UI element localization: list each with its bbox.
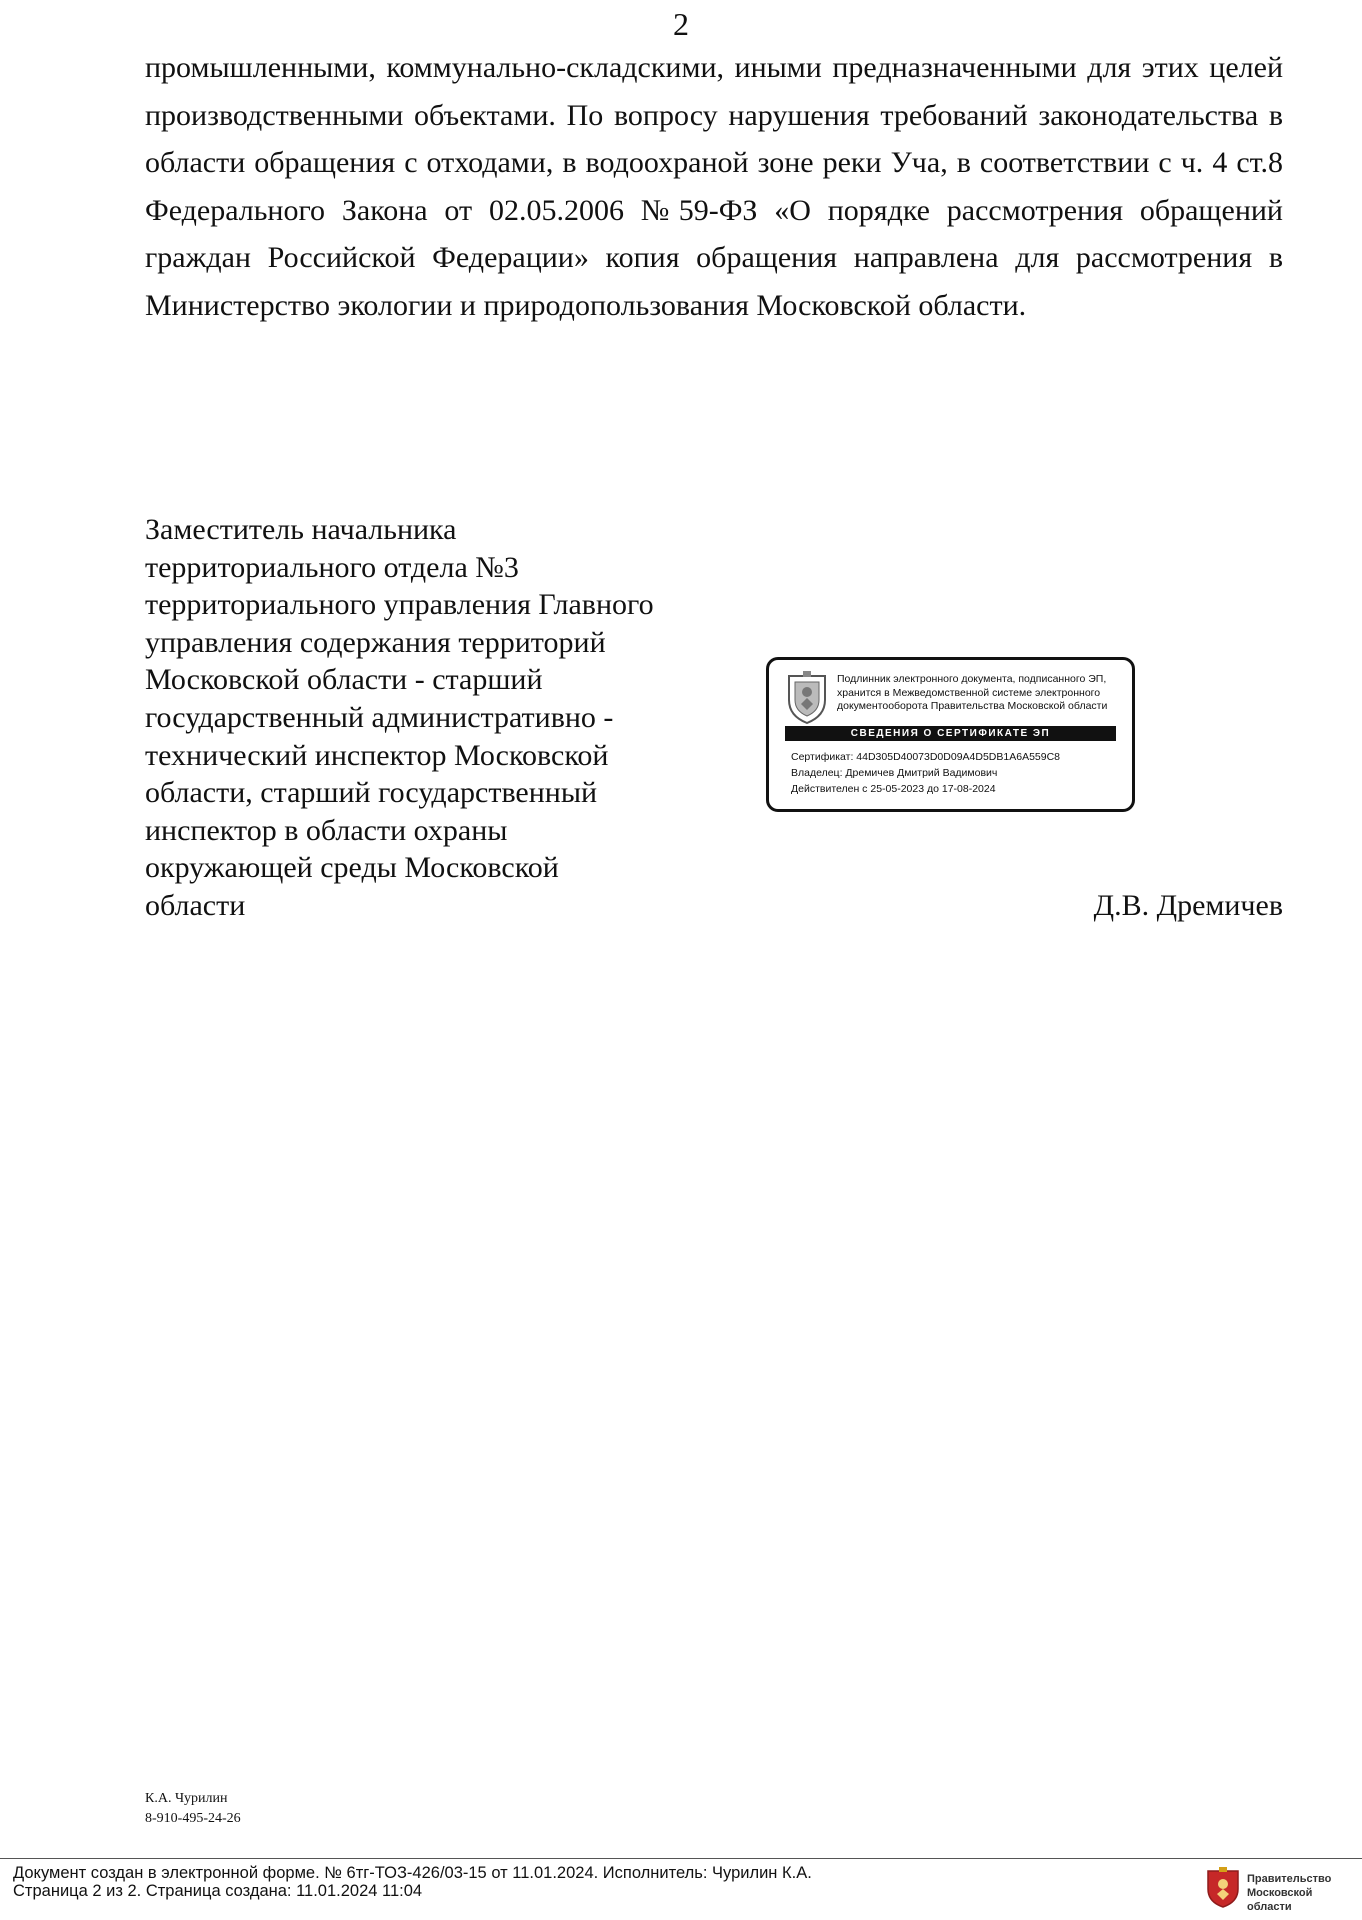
stamp-header-line: Подлинник электронного документа, подписанного ЭП, — [837, 673, 1107, 685]
executor-info — [145, 1789, 241, 1829]
e-signature-stamp — [766, 657, 1135, 812]
signer-title-line: территориального управления Главного — [145, 588, 654, 622]
footer-divider — [0, 1858, 1362, 1859]
stamp-certificate: Сертификат: 44D305D40073D0D09A4D5DB1A6A559C8 — [791, 751, 1061, 763]
logo-text-line: Правительство — [1247, 1873, 1332, 1885]
footer-line-document: Документ создан в электронной форме. № 6тг-ТОЗ-426/03-15 от 11.01.2024. Исполнитель: Чурилин К.А. — [13, 1864, 812, 1882]
signer-title-line: Заместитель начальника — [145, 513, 457, 546]
coat-of-arms-icon — [1205, 1867, 1241, 1909]
executor-name: К.А. Чурилин — [145, 1791, 228, 1806]
footer-line-page: Страница 2 из 2. Страница создана: 11.01.2024 11:04 — [13, 1882, 423, 1900]
signer-title-line: области — [145, 888, 246, 922]
stamp-header-line: документооборота Правительства Московской области — [837, 700, 1108, 712]
signer-title — [145, 511, 735, 925]
signer-title-line: окружающей среды Московской — [145, 851, 559, 885]
government-logo-text — [1247, 1872, 1355, 1914]
footer-text — [13, 1864, 812, 1900]
government-logo — [1205, 1865, 1355, 1911]
executor-phone: 8-910-495-24-26 — [145, 1811, 241, 1826]
stamp-header — [837, 673, 1133, 714]
signer-name: Д.В. Дремичев — [1093, 889, 1283, 922]
body-paragraph: промышленными, коммунально-складскими, иными предназначенными для этих целей производственными объектами. По вопросу нарушения требований законодательства в области обращения с отходами, в водоохраной зоне реки Уча, в соответствии с ч. 4 ст.8 Федерального Закона от 02.05.2006 №59-ФЗ «О порядке рассмотрения обращений граждан Российской Федерации» копия обращения направлена для рассмотрения в Министерство экологии и природопользования Московской области. — [145, 51, 1283, 322]
stamp-header-line: хранится в Межведомственной системе электронного — [837, 686, 1101, 699]
signer-title-line: управления содержания территорий — [145, 625, 606, 659]
stamp-owner: Владелец: Дремичев Дмитрий Вадимович — [791, 767, 998, 779]
stamp-details — [791, 749, 1060, 797]
signer-title-line: инспектор в области охраны — [145, 813, 508, 847]
stamp-validity: Действителен с 25-05-2023 до 17-08-2024 — [791, 783, 996, 795]
stamp-band: СВЕДЕНИЯ О СЕРТИФИКАТЕ ЭП — [785, 726, 1116, 741]
signer-title-line: области, старший государственный — [145, 776, 598, 810]
coat-of-arms-icon — [783, 670, 831, 726]
page-number: 2 — [673, 6, 689, 42]
signer-title-line: территориального отдела №3 — [145, 550, 519, 584]
signer-title-line: Московской области - старший — [145, 663, 543, 697]
signer-title-line: государственный административно - — [145, 700, 614, 734]
logo-text-line: Московской области — [1247, 1887, 1313, 1913]
signer-title-line: технический инспектор Московской — [145, 738, 609, 772]
